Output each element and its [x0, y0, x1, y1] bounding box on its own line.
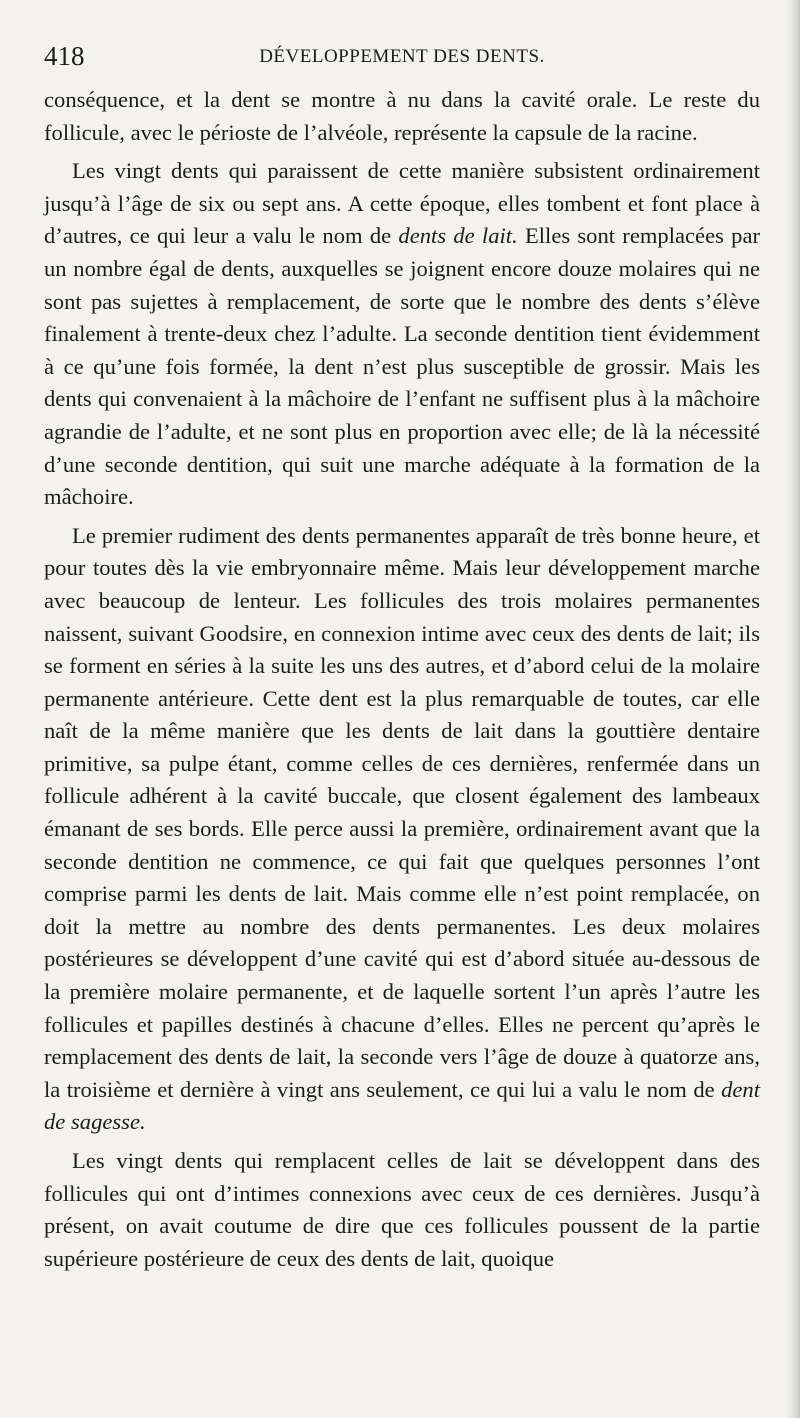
paragraph-replacement-teeth: Les vingt dents qui remplacent celles de lait se développent dans des follicules qui ont d’intimes connexions avec ceux de ces dernières. Jusqu’à présent, on avait coutume de dire que ces follicules poussent de la partie supérieure postérieure de ceux des dents de lait, quoique [44, 1148, 760, 1271]
paragraph-text: Elles sont remplacées par un nombre égal de dents, auxquelles se joignent encore douze molaires qui ne sont pas sujettes à remplacement, de sorte que le nombre des dents s’élève finalement à trente-deux chez l’adulte. La seconde dentition tient évidemment à ce qu’une fois formée, la dent n’est plus susceptible de grossir. Mais les dents qui convenaient à la mâchoire de l’enfant ne suffisent plus à la mâchoire agrandie de l’adulte, et ne sont plus en proportion avec elle; de là la nécessité d’une seconde dentition, qui suit une marche adéquate à la formation de la mâchoire. [44, 223, 760, 510]
paragraph-text: Les vingt dents qui paraissent de cette manière subsistent ordinairement jusqu’à l’âge de six ou sept ans. A cette époque, elles tombent et font place à d’autres, ce qui leur a valu le nom de [44, 158, 760, 249]
running-title: DÉVELOPPEMENT DES DENTS. [259, 46, 545, 67]
page-edge-shadow [786, 0, 800, 1418]
italic-term: dent de sagesse. [44, 1076, 760, 1135]
paragraph-text: Le premier rudiment des dents permanentes apparaît de très bonne heure, et pour toutes dès la vie embryonnaire même. Mais leur développement marche avec beaucoup de lenteur. Les follicules des trois molaires permanentes naissent, suivant Goodsire, en connexion intime avec ceux des dents de lait; ils se forment en séries à la suite les uns des autres, et d’abord celui de la molaire permanente antérieure. Cette dent est la plus remarquable de toutes, car elle naît de la même manière que les dents de lait dans la gouttière dentaire primitive, sa pulpe étant, comme celles de ces dernières, renfermée dans un follicule adhérent à la cavité buccale, que closent également des lambeaux émanant de ses bords. Elle perce aussi la première, ordinairement avant que la seconde dentition ne commence, ce qui fait que quelques personnes l’ont comprise parmi les dents de lait. Mais comme elle n’est point remplacée, on doit la mettre au nombre des dents permanentes. Les deux molaires postérieures se développent d’une cavité qui est d’abord située au-dessous de la première molaire permanente, et de laquelle sortent l’un après l’autre les follicules et papilles destinés à chacune d’elles. Elles ne percent qu’après le remplacement des dents de lait, la seconde vers l’âge de douze à quatorze ans, la troisième et dernière à vingt ans seulement, ce qui lui a valu le nom de [44, 522, 760, 1102]
paragraph-permanent-teeth [44, 520, 760, 1139]
paragraph-continuation: conséquence, et la dent se montre à nu dans la cavité orale. Le reste du follicule, avec le périoste de l’alvéole, représente la capsule de la racine. [44, 87, 760, 145]
paragraph-milk-teeth [44, 155, 760, 514]
page-number: 418 [44, 41, 85, 71]
italic-term: dents de lait. [398, 223, 518, 249]
page-header [44, 38, 760, 74]
body-text [44, 84, 760, 1281]
